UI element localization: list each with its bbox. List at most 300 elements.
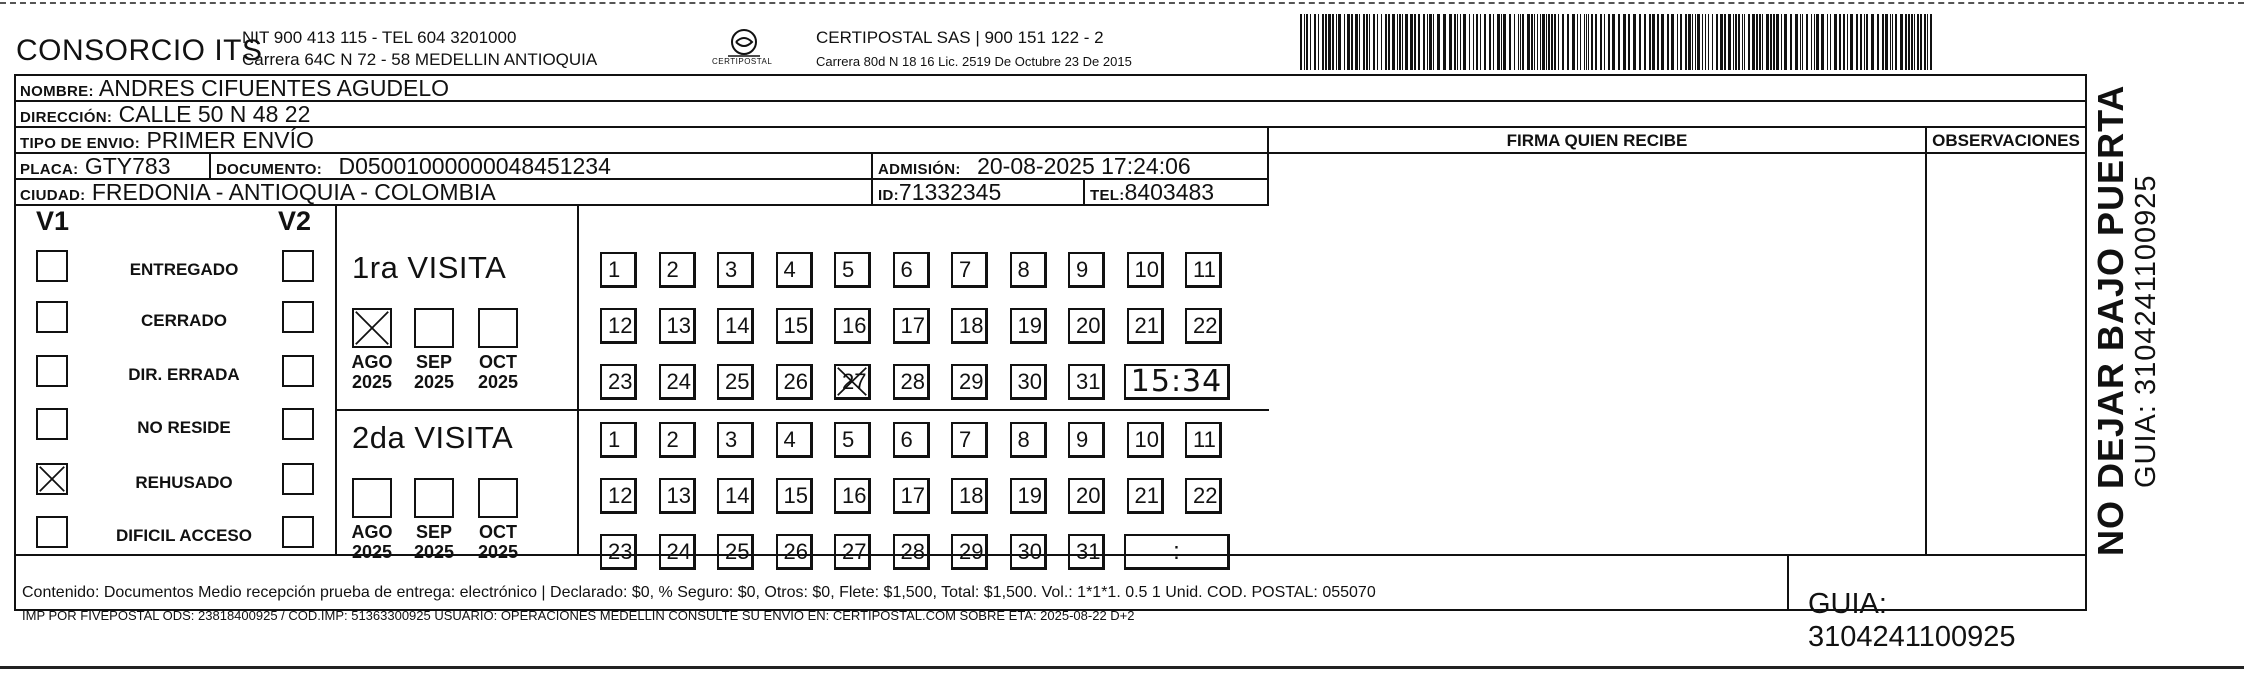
month-name: OCT <box>479 352 517 372</box>
barcode-bar <box>1762 14 1763 70</box>
day-box-13[interactable] <box>659 478 696 514</box>
day-number: 6 <box>900 427 913 452</box>
barcode-bar <box>1756 14 1758 70</box>
day-box-10[interactable] <box>1127 422 1164 458</box>
day-box-20[interactable] <box>1068 478 1105 514</box>
barcode-bar <box>1531 14 1533 70</box>
day-number: 17 <box>900 313 925 338</box>
day-number: 16 <box>842 483 867 508</box>
day-number: 1 <box>608 427 621 452</box>
barcode-bar <box>1381 14 1382 70</box>
barcode-bar <box>1742 14 1743 70</box>
admision-cell <box>878 154 1191 182</box>
v1-checkbox-no-reside[interactable] <box>36 408 68 440</box>
day-box-12[interactable] <box>600 478 637 514</box>
barcode-bar <box>1399 14 1401 70</box>
day-number: 26 <box>783 369 808 394</box>
barcode-bar <box>1363 14 1365 70</box>
barcode-bar <box>1518 14 1519 70</box>
day-number: 28 <box>900 369 925 394</box>
barcode-bar <box>1860 14 1862 70</box>
status-label: REHUSADO <box>135 473 233 492</box>
day-box-19[interactable] <box>1010 478 1047 514</box>
month-name: AGO <box>351 352 393 372</box>
day-box-30[interactable] <box>1010 534 1047 570</box>
day-box-23[interactable] <box>600 534 637 570</box>
barcode-bar <box>1882 14 1884 70</box>
day-number: 6 <box>900 257 913 282</box>
day-box-7[interactable] <box>951 422 988 458</box>
v1-label: V1 <box>36 206 70 236</box>
day-box-11[interactable] <box>1185 422 1222 458</box>
day-number: 4 <box>783 427 796 452</box>
day-number: 3 <box>725 257 738 282</box>
barcode-bar <box>1600 14 1602 70</box>
barcode-bar <box>1685 14 1687 70</box>
barcode-bar <box>1480 14 1481 70</box>
day-box-5[interactable] <box>834 252 871 288</box>
day-box-1[interactable] <box>600 422 637 458</box>
barcode-bar <box>1443 14 1446 70</box>
day-box-3[interactable] <box>717 422 754 458</box>
day-box-17[interactable] <box>893 478 930 514</box>
day-box-10[interactable] <box>1127 252 1164 288</box>
day-number: 25 <box>725 539 750 564</box>
day-box-26[interactable] <box>776 534 813 570</box>
v1-checkbox-rehusado[interactable] <box>36 463 68 495</box>
day-number: 29 <box>959 539 984 564</box>
firma-header: FIRMA QUIEN RECIBE <box>1269 128 1925 154</box>
barcode-bar <box>1800 14 1801 70</box>
barcode-bar <box>1304 14 1305 70</box>
certipostal-logo <box>708 26 780 72</box>
barcode-bar <box>1781 14 1782 70</box>
day-number: 11 <box>1193 257 1216 282</box>
barcode-bar <box>1716 14 1718 70</box>
barcode-bar <box>1759 14 1761 70</box>
month-name: SEP <box>415 522 453 542</box>
day-box-4[interactable] <box>776 252 813 288</box>
day-box-29[interactable] <box>951 534 988 570</box>
footer-separator <box>16 554 2085 556</box>
day-number: 30 <box>1017 539 1042 564</box>
v1-checkbox-dificil-acceso[interactable] <box>36 516 68 548</box>
day-box-25[interactable] <box>717 364 754 400</box>
placa-label: PLACA: <box>20 161 79 178</box>
barcode-bar <box>1514 14 1515 70</box>
barcode-bar <box>1811 14 1812 70</box>
barcode-bar <box>1306 14 1308 70</box>
bottom-scan-line <box>0 666 2244 669</box>
day-box-13[interactable] <box>659 308 696 344</box>
barcode-bar <box>1402 14 1403 70</box>
footer-guia: GUIA: 3104241100925 <box>1808 588 2016 653</box>
barcode-bar <box>1558 14 1559 70</box>
id-value: 71332345 <box>898 179 1002 205</box>
side-guia: GUIA: 3104241100925 <box>2130 174 2162 488</box>
barcode-bar <box>1671 14 1674 70</box>
tel-divider <box>1083 180 1085 206</box>
month-name: SEP <box>415 352 453 372</box>
barcode-bar <box>1554 14 1556 70</box>
barcode-bar <box>1314 14 1316 70</box>
day-box-8[interactable] <box>1010 252 1047 288</box>
barcode-bar <box>1377 14 1378 70</box>
day-box-3[interactable] <box>717 252 754 288</box>
v2-checkbox-rehusado[interactable] <box>282 463 314 495</box>
day-box-12[interactable] <box>600 308 637 344</box>
day-box-21[interactable] <box>1127 308 1164 344</box>
day-box-26[interactable] <box>776 364 813 400</box>
day-number: 14 <box>725 483 750 508</box>
barcode-bar <box>1748 14 1750 70</box>
barcode-bar <box>1534 14 1535 70</box>
barcode-bar <box>1463 14 1466 70</box>
barcode-bar <box>1738 14 1740 70</box>
day-box-17[interactable] <box>893 308 930 344</box>
day-box-5[interactable] <box>834 422 871 458</box>
barcode-bar <box>1900 14 1903 70</box>
v2-checkbox-no-reside[interactable] <box>282 408 314 440</box>
barcode-bar <box>1449 14 1452 70</box>
v2-checkbox-dificil-acceso[interactable] <box>282 516 314 548</box>
barcode-bar <box>1773 14 1775 70</box>
day-number: 5 <box>842 427 855 452</box>
barcode-bar <box>1914 14 1915 70</box>
x-mark-icon <box>354 310 390 346</box>
month-year: 2025 <box>477 542 519 562</box>
barcode-bar <box>1522 14 1524 70</box>
ciudad-value: FREDONIA - ANTIOQUIA - COLOMBIA <box>91 179 496 205</box>
day-number: 21 <box>1134 313 1159 338</box>
barcode-bar <box>1423 14 1425 70</box>
barcode-bar <box>1657 14 1659 70</box>
footer-guia-divider <box>1787 554 1789 610</box>
barcode-bar <box>1639 14 1641 70</box>
delivery-form <box>14 74 2087 653</box>
day-number: 28 <box>900 539 925 564</box>
footer-line2: IMP POR FIVEPOSTAL ODS: 23818400925 / COD.IMP: 51363300925 USUARIO: OPERACIONES MEDELLIN CONSULTE SU ENVIO EN: CERTIPOSTAL.COM SOBRE ETA: 2025-08-22 D+2 <box>22 608 1135 623</box>
barcode-bar <box>1373 14 1375 70</box>
day-box-29[interactable] <box>951 364 988 400</box>
firma-area <box>1269 154 1925 554</box>
day-box-27[interactable] <box>834 534 871 570</box>
day-box-22[interactable] <box>1185 308 1222 344</box>
documento-value: D05001000000048451234 <box>338 153 611 179</box>
barcode-bar <box>1405 14 1408 70</box>
month-label <box>475 522 521 562</box>
barcode-bar <box>1790 14 1792 70</box>
barcode-bar <box>1633 14 1636 70</box>
barcode-bar <box>1802 14 1803 70</box>
barcode-bar <box>1724 14 1726 70</box>
v2-label: V2 <box>278 206 312 236</box>
day-box-28[interactable] <box>893 534 930 570</box>
barcode-bar <box>1702 14 1703 70</box>
day-box-6[interactable] <box>893 422 930 458</box>
barcode-bar <box>1418 14 1420 70</box>
barcode-bar <box>1366 14 1368 70</box>
barcode-bar <box>1847 14 1848 70</box>
day-box-9[interactable] <box>1068 252 1105 288</box>
month-checkbox-oct[interactable] <box>478 478 518 518</box>
x-mark-icon <box>836 366 868 397</box>
row-nombre <box>16 76 2085 102</box>
v2-checkbox-cerrado[interactable] <box>282 301 314 333</box>
day-number: 3 <box>725 427 738 452</box>
barcode-bar <box>1680 14 1682 70</box>
barcode-bar <box>1397 14 1398 70</box>
day-box-8[interactable] <box>1010 422 1047 458</box>
barcode-bar <box>1885 14 1888 70</box>
barcode-bar <box>1712 14 1713 70</box>
barcode-bar <box>1355 14 1358 70</box>
barcode-bar <box>1460 14 1461 70</box>
top-scan-line <box>0 2 2244 4</box>
v1-checkbox-dir-errada[interactable] <box>36 355 68 387</box>
admision-value: 20-08-2025 17:24:06 <box>977 153 1191 179</box>
barcode-bar <box>1586 14 1587 70</box>
day-box-18[interactable] <box>951 308 988 344</box>
barcode-bar <box>1359 14 1360 70</box>
barcode-bar <box>1476 14 1478 70</box>
day-box-21[interactable] <box>1127 478 1164 514</box>
day-number: 4 <box>783 257 796 282</box>
placa-value: GTY783 <box>84 153 171 179</box>
day-number: 27 <box>842 539 867 564</box>
time-box[interactable]: 15:34 <box>1124 364 1230 400</box>
barcode <box>1300 14 1936 70</box>
barcode-bar <box>1924 14 1926 70</box>
status-label: DIR. ERRADA <box>128 365 240 384</box>
month-year: 2025 <box>351 372 393 392</box>
barcode-bar <box>1692 14 1693 70</box>
tel-value: 8403483 <box>1124 179 1215 205</box>
barcode-bar <box>1806 14 1808 70</box>
day-box-30[interactable] <box>1010 364 1047 400</box>
barcode-bar <box>1509 14 1511 70</box>
barcode-bar <box>1908 14 1910 70</box>
barcode-bar <box>1895 14 1897 70</box>
day-box-31[interactable] <box>1068 364 1105 400</box>
nombre-value: ANDRES CIFUENTES AGUDELO <box>98 75 450 101</box>
barcode-bar <box>1688 14 1691 70</box>
barcode-bar <box>1562 14 1564 70</box>
v1-checkbox-entregado[interactable] <box>36 250 68 282</box>
id-label: ID: <box>878 187 899 204</box>
day-number: 8 <box>1017 427 1030 452</box>
day-number: 2 <box>666 427 679 452</box>
month-label <box>411 522 457 562</box>
barcode-bar <box>1300 14 1302 70</box>
day-box-16[interactable] <box>834 308 871 344</box>
day-box-15[interactable] <box>776 478 813 514</box>
month-checkbox-sep[interactable] <box>414 478 454 518</box>
barcode-bar <box>1437 14 1440 70</box>
day-number: 22 <box>1193 313 1218 338</box>
day-box-6[interactable] <box>893 252 930 288</box>
day-box-15[interactable] <box>776 308 813 344</box>
barcode-bar <box>1454 14 1456 70</box>
day-number: 31 <box>1076 539 1101 564</box>
day-box-16[interactable] <box>834 478 871 514</box>
day-number: 22 <box>1193 483 1218 508</box>
barcode-bar <box>1920 14 1922 70</box>
day-box-4[interactable] <box>776 422 813 458</box>
barcode-bar <box>1520 14 1521 70</box>
v2-checkbox-entregado[interactable] <box>282 250 314 282</box>
day-number: 23 <box>608 369 633 394</box>
day-box-14[interactable] <box>717 478 754 514</box>
month-label <box>349 522 395 562</box>
day-number: 27 <box>842 369 867 394</box>
ciudad-label: CIUDAD: <box>20 187 86 204</box>
barcode-bar <box>1310 14 1311 70</box>
day-box-25[interactable] <box>717 534 754 570</box>
barcode-bar <box>1695 14 1696 70</box>
day-box-24[interactable] <box>659 364 696 400</box>
barcode-bar <box>1649 14 1651 70</box>
month-checkbox-ago[interactable] <box>352 478 392 518</box>
month-name: OCT <box>479 522 517 542</box>
day-number: 31 <box>1076 369 1101 394</box>
month-checkbox-sep[interactable] <box>414 308 454 348</box>
day-box-14[interactable] <box>717 308 754 344</box>
barcode-bar <box>1469 14 1470 70</box>
month-checkbox-oct[interactable] <box>478 308 518 348</box>
barcode-bar <box>1325 14 1327 70</box>
barcode-bar <box>1708 14 1709 70</box>
barcode-bar <box>1336 14 1337 70</box>
v1-checkbox-cerrado[interactable] <box>36 301 68 333</box>
day-box-20[interactable] <box>1068 308 1105 344</box>
barcode-bar <box>1839 14 1841 70</box>
company-address: Carrera 64C N 72 - 58 MEDELLIN ANTIOQUIA <box>242 50 598 69</box>
barcode-graphic <box>1300 14 1936 70</box>
documento-label: DOCUMENTO: <box>216 161 323 178</box>
day-number: 9 <box>1076 257 1089 282</box>
logo-text: CERTIPOSTAL <box>712 57 773 66</box>
visit1-title: 1ra VISITA <box>352 250 507 285</box>
barcode-bar <box>1843 14 1845 70</box>
barcode-bar <box>1892 14 1893 70</box>
barcode-bar <box>1369 14 1370 70</box>
row-ciudad <box>16 180 1269 206</box>
documento-cell <box>216 154 611 182</box>
day-box-2[interactable] <box>659 252 696 288</box>
barcode-bar <box>1546 14 1547 70</box>
day-number: 14 <box>725 313 750 338</box>
day-box-9[interactable] <box>1068 422 1105 458</box>
certipostal-line1: CERTIPOSTAL SAS | 900 151 122 - 2 <box>816 28 1104 47</box>
month-checkbox-ago[interactable] <box>352 308 392 348</box>
barcode-bar <box>1503 14 1506 70</box>
barcode-bar <box>1591 14 1593 70</box>
day-number: 19 <box>1017 313 1042 338</box>
barcode-bar <box>1890 14 1891 70</box>
barcode-bar <box>1784 14 1787 70</box>
v2-checkbox-dir-errada[interactable] <box>282 355 314 387</box>
day-number: 21 <box>1134 483 1159 508</box>
barcode-bar <box>1537 14 1538 70</box>
barcode-bar <box>1542 14 1545 70</box>
day-number: 11 <box>1193 427 1216 452</box>
day-box-18[interactable] <box>951 478 988 514</box>
day-box-27[interactable] <box>834 364 871 400</box>
barcode-bar <box>1332 14 1334 70</box>
day-box-19[interactable] <box>1010 308 1047 344</box>
barcode-bar <box>1628 14 1630 70</box>
day-box-23[interactable] <box>600 364 637 400</box>
x-mark-icon <box>38 465 66 493</box>
id-cell <box>878 180 1001 208</box>
barcode-bar <box>1814 14 1815 70</box>
barcode-bar <box>1429 14 1432 70</box>
barcode-bar <box>1697 14 1700 70</box>
barcode-bar <box>1501 14 1502 70</box>
day-number: 8 <box>1017 257 1030 282</box>
day-box-24[interactable] <box>659 534 696 570</box>
barcode-bar <box>1827 14 1828 70</box>
day-number: 29 <box>959 369 984 394</box>
row-direccion <box>16 102 2085 128</box>
barcode-bar <box>1414 14 1416 70</box>
barcode-bar <box>1733 14 1734 70</box>
barcode-bar <box>1489 14 1491 70</box>
month-label <box>349 352 395 392</box>
month-label <box>475 352 521 392</box>
day-box-11[interactable] <box>1185 252 1222 288</box>
barcode-bar <box>1392 14 1395 70</box>
day-box-22[interactable] <box>1185 478 1222 514</box>
barcode-bar <box>1551 14 1553 70</box>
barcode-bar <box>1338 14 1341 70</box>
time-box[interactable]: : <box>1124 534 1230 570</box>
barcode-bar <box>1795 14 1798 70</box>
barcode-bar <box>1580 14 1581 70</box>
barcode-bar <box>1588 14 1589 70</box>
barcode-bar <box>1584 14 1585 70</box>
day-box-2[interactable] <box>659 422 696 458</box>
day-number: 12 <box>608 483 633 508</box>
company-name: CONSORCIO ITS <box>16 34 263 67</box>
day-number: 24 <box>666 369 691 394</box>
barcode-bar <box>1905 14 1907 70</box>
day-box-28[interactable] <box>893 364 930 400</box>
day-number: 2 <box>666 257 679 282</box>
tel-label: TEL: <box>1090 187 1125 204</box>
company-nit: NIT 900 413 115 - TEL 604 3201000 <box>242 28 517 47</box>
obs-divider <box>1925 128 1927 554</box>
barcode-bar <box>1677 14 1678 70</box>
visit-separator <box>335 409 1269 411</box>
day-number: 18 <box>959 313 984 338</box>
barcode-bar <box>1927 14 1928 70</box>
day-number: 24 <box>666 539 691 564</box>
barcode-bar <box>1623 14 1626 70</box>
barcode-bar <box>1864 14 1865 70</box>
day-box-7[interactable] <box>951 252 988 288</box>
tipo-label: TIPO DE ENVIO: <box>20 135 141 152</box>
observaciones-header: OBSERVACIONES <box>1927 128 2085 154</box>
barcode-bar <box>1604 14 1605 70</box>
month-year: 2025 <box>351 542 393 562</box>
day-box-31[interactable] <box>1068 534 1105 570</box>
barcode-bar <box>1548 14 1550 70</box>
visit-divider <box>577 206 579 554</box>
day-box-1[interactable] <box>600 252 637 288</box>
visit2-title: 2da VISITA <box>352 420 514 455</box>
